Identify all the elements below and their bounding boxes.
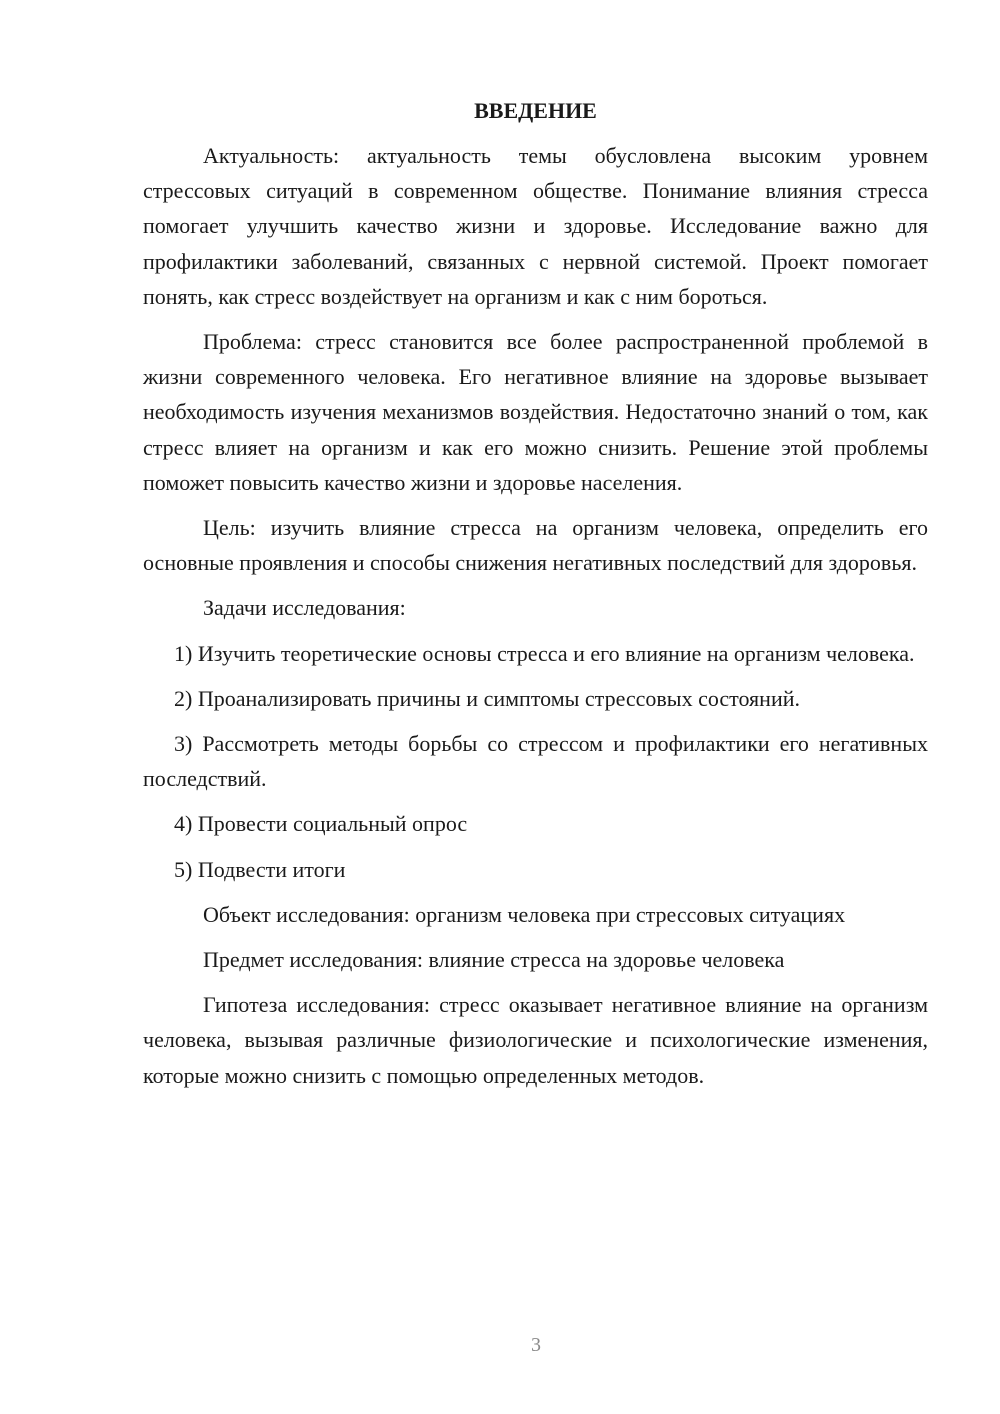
research-subject: Предмет исследования: влияние стресса на здоровье человека [203, 947, 785, 973]
task-item-2: 2) Проанализировать причины и симптомы стрессовых состояний. [174, 685, 801, 711]
page-content [143, 93, 928, 1103]
problem-paragraph: Проблема: стресс становится все более распространенной проблемой в жизни современного человека. Его негативное влияние на здоровье вызывает необходимость изучения механизмов воздействия. Недостаточно знаний о том, как стресс влияет на организм и как его можно снизить. Решение этой проблемы поможет повысить качество жизни и здоровье населения. [143, 329, 928, 495]
page-number: 3 [531, 1334, 541, 1356]
tasks-title: Задачи исследования: [203, 595, 406, 621]
task-item-5: 5) Подвести итоги [174, 856, 346, 882]
section-heading: ВВЕДЕНИЕ [474, 98, 597, 123]
relevance-paragraph: Актуальность: актуальность темы обусловлена высоким уровнем стрессовых ситуаций в современном обществе. Понимание влияния стресса помогает улучшить качество жизни и здоровье. Исследование важно для профилактики заболеваний, связанных с нервной системой. Проект помогает понять, как стресс воздействует на организм и как с ним бороться. [143, 143, 928, 309]
research-object: Объект исследования: организм человека при стрессовых ситуациях [203, 901, 846, 927]
hypothesis-paragraph: Гипотеза исследования: стресс оказывает негативное влияние на организм человека, вызывая различные физиологические и психологические изменения, которые можно снизить с помощью определенных методов. [143, 992, 928, 1088]
task-item-3: 3) Рассмотреть методы борьбы со стрессом и профилактики его негативных последствий. [143, 731, 928, 792]
goal-paragraph: Цель: изучить влияние стресса на организм человека, определить его основные проявления и способы снижения негативных последствий для здоровья. [143, 515, 928, 576]
task-item-4: 4) Провести социальный опрос [174, 811, 468, 837]
task-item-1: 1) Изучить теоретические основы стресса и его влияние на организм человека. [174, 640, 915, 666]
